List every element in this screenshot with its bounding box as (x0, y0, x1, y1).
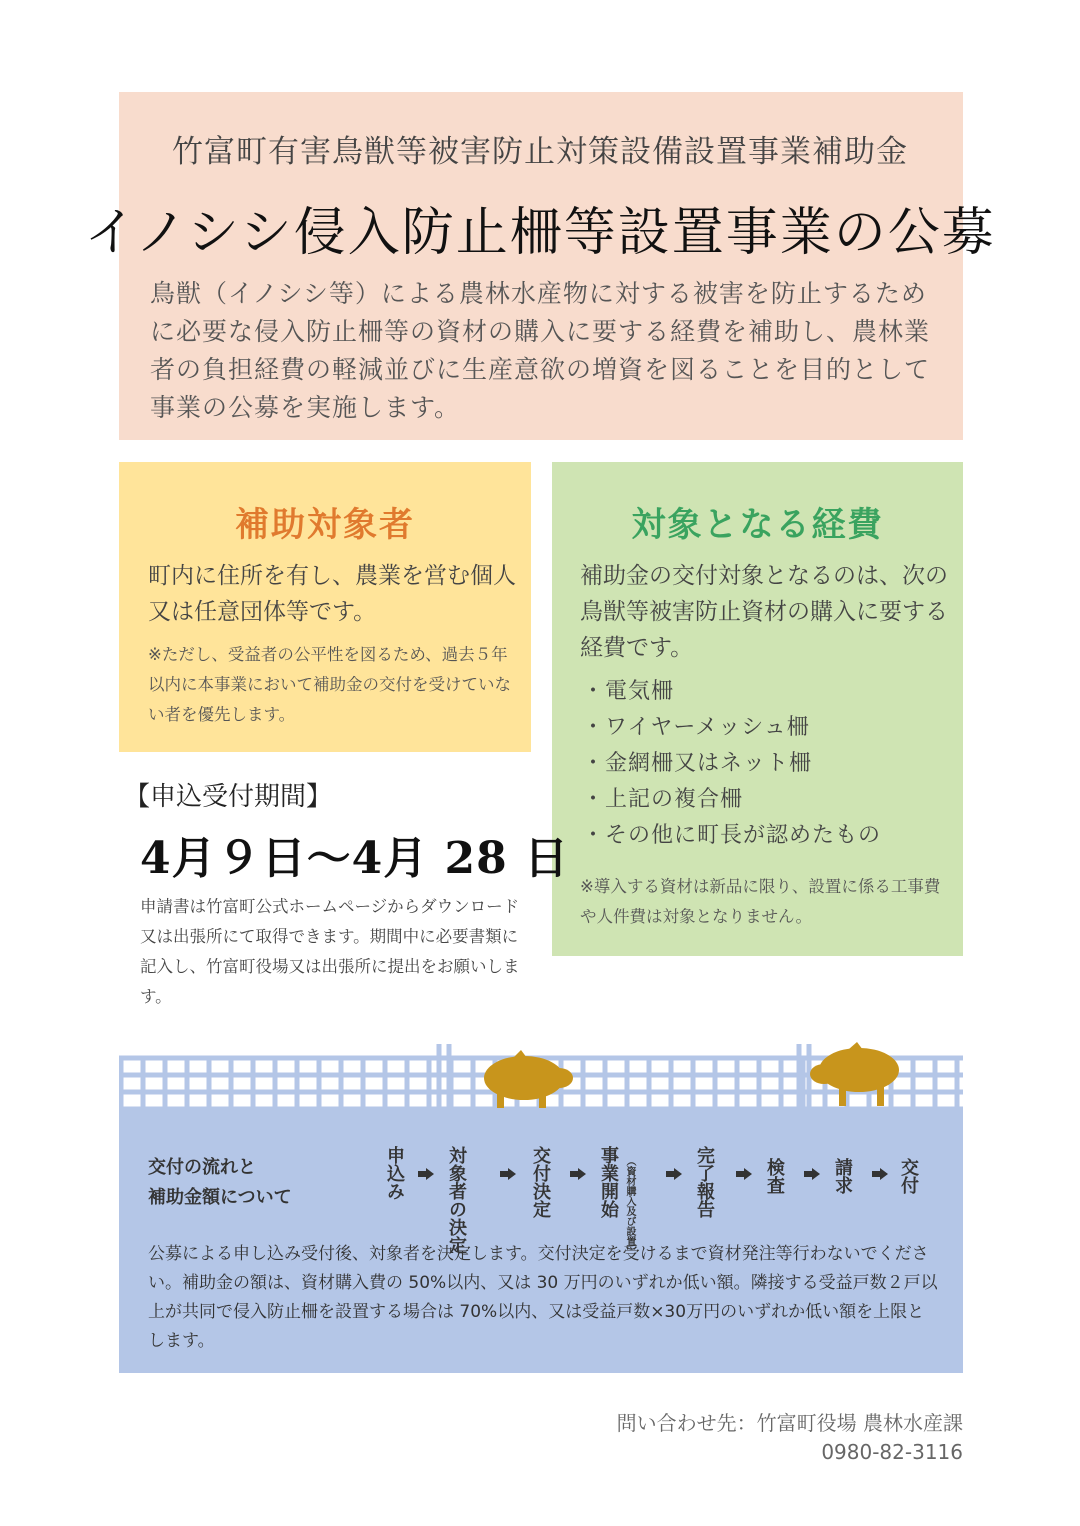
cost-description: 補助金の交付対象となるのは、次の鳥獣等被害防止資材の購入に要する経費です。 (580, 563, 948, 661)
list-item: ・電気柵 (582, 679, 675, 704)
period-dates: 4月９日～4月 28 日 (140, 833, 570, 884)
page-title: イノシシ侵入防止柵等設置事業の公募 (84, 203, 996, 263)
flow-heading (148, 1153, 292, 1213)
list-item: ・金網柵又はネット柵 (582, 751, 813, 776)
arrow-right-icon (570, 1168, 586, 1180)
cost-item-list (582, 674, 881, 854)
list-item: ・その他に町長が認めたもの (582, 823, 882, 848)
fence-illustration (119, 1040, 963, 1110)
program-subtitle: 竹富町有害鳥獣等被害防止対策設備設置事業補助金 (172, 134, 908, 170)
flow-step-apply: 申込み (384, 1146, 405, 1200)
flow-step-claim: 請求 (832, 1158, 853, 1194)
arrow-right-icon (418, 1168, 434, 1180)
flow-step-decision: 交付決定 (530, 1146, 551, 1218)
contact-phone: 0980-82-3116 (821, 1440, 963, 1464)
flow-heading-line1: 交付の流れと (148, 1157, 256, 1178)
arrow-right-icon (500, 1168, 516, 1180)
list-item: ・上記の複合柵 (582, 787, 744, 812)
flow-step-start: 事業開始 (598, 1146, 619, 1218)
contact-info: 問い合わせ先：竹富町役場 農林水産課 (616, 1411, 963, 1435)
flow-step-report: 完了報告 (694, 1146, 715, 1218)
cost-title: 対象となる経費 (631, 505, 884, 545)
intro-text: 鳥獣（イノシシ等）による農林水産物に対する被害を防止するために必要な侵入防止柵等の資材の購入に要する経費を補助し、農林業者の負担経費の軽減並びに生産意欲の増資を図ることを目的として事業の公募を実施します。 (150, 279, 931, 422)
flow-step-start-note: （資材購入及び設置） (624, 1156, 635, 1256)
arrow-right-icon (736, 1168, 752, 1180)
period-label: 【申込受付期間】 (124, 782, 333, 812)
flow-description: 公募による申し込み受付後、対象者を決定します。交付決定を受けるまで資材発注等行わないでください。補助金の額は、資材購入費の 50%以内、又は 30 万円のいずれか低い額。隣接する受益戸数２戸以上が共同で侵入防止柵を設置する場合は 70%以内、又は受益戸数×30万円のいずれか低い額を上限とします。 (148, 1244, 938, 1351)
arrow-right-icon (666, 1168, 682, 1180)
arrow-right-icon (804, 1168, 820, 1180)
list-item: ・ワイヤーメッシュ柵 (582, 715, 810, 740)
eligible-note: ※ただし、受益者の公平性を図るため、過去５年以内に本事業において補助金の交付を受けていない者を優先します。 (148, 645, 511, 724)
period-description: 申請書は竹富町公式ホームページからダウンロード又は出張所にて取得できます。期間中に必要書類に記入し、竹富町役場又は出張所に提出をお願いします。 (140, 897, 520, 1006)
arrow-right-icon (872, 1168, 888, 1180)
eligible-description: 町内に住所を有し、農業を営む個人又は任意団体等です。 (148, 563, 516, 625)
cost-note: ※導入する資材は新品に限り、設置に係る工事費や人件費は対象となりません。 (580, 877, 941, 926)
flow-step-inspection: 検査 (764, 1158, 785, 1194)
flow-heading-line2: 補助金額について (148, 1187, 292, 1208)
eligible-title: 補助対象者 (235, 505, 415, 545)
flow-step-payment: 交付 (898, 1158, 919, 1194)
flow-step-select: 対象者の決定 (446, 1146, 467, 1254)
